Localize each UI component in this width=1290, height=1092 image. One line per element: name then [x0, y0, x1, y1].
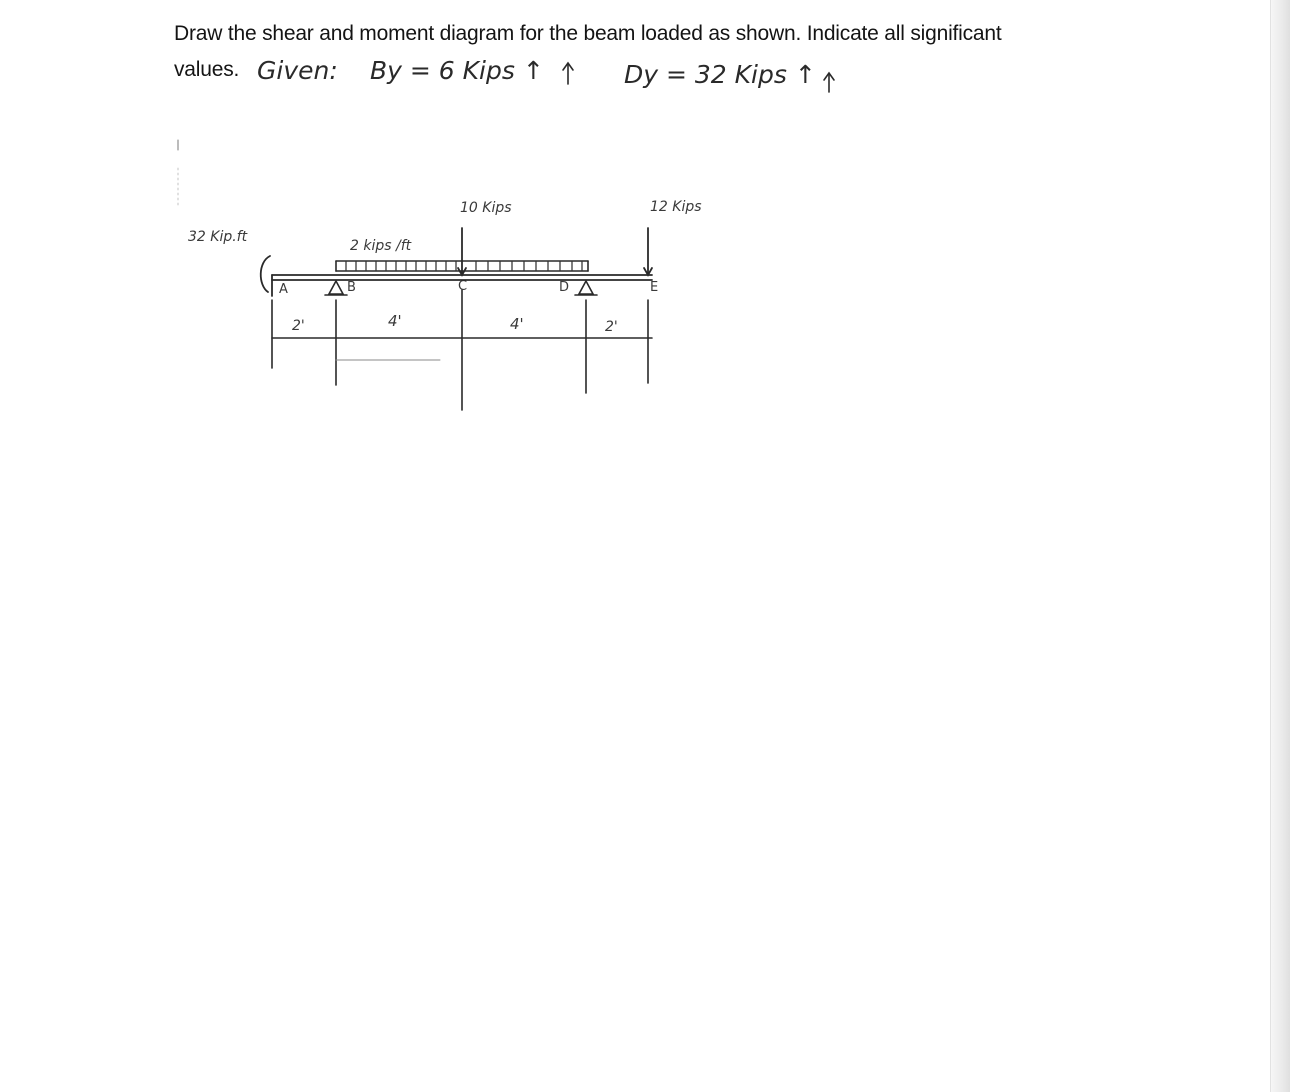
point-e-label: E	[650, 280, 659, 295]
point-a-label: A	[279, 282, 288, 297]
problem-statement-line-2: values.	[174, 58, 240, 81]
distributed-load-label: 2 kips /ft	[350, 238, 412, 254]
diagram-grid	[272, 290, 652, 410]
dy-up-arrow-icon	[824, 73, 834, 92]
span-de-label: 2'	[605, 319, 618, 335]
span-cd-label: 4'	[510, 315, 524, 333]
applied-moment-label: 32 Kip.ft	[188, 229, 248, 245]
given-dy-reaction: Dy = 32 Kips ↑	[624, 60, 816, 89]
point-d-label: D	[559, 280, 570, 295]
applied-moment-arc-icon	[261, 256, 270, 292]
point-c-label: C	[458, 279, 468, 294]
point-b-label: B	[347, 280, 356, 295]
support-d-pin-icon	[575, 281, 597, 295]
given-by-reaction: By = 6 Kips ↑	[370, 56, 544, 85]
by-up-arrow-icon	[563, 63, 573, 84]
span-bc-label: 4'	[388, 312, 402, 330]
point-load-c-label: 10 Kips	[460, 200, 512, 216]
problem-statement-line-1: Draw the shear and moment diagram for the beam loaded as shown. Indicate all significant	[174, 22, 1002, 45]
point-load-c-arrow-icon	[458, 228, 466, 275]
support-b-pin-icon	[325, 281, 347, 295]
given-label: Given:	[257, 56, 338, 85]
span-ab-label: 2'	[292, 318, 305, 334]
point-load-e-label: 12 Kips	[650, 199, 702, 215]
point-load-e-arrow-icon	[644, 228, 652, 275]
